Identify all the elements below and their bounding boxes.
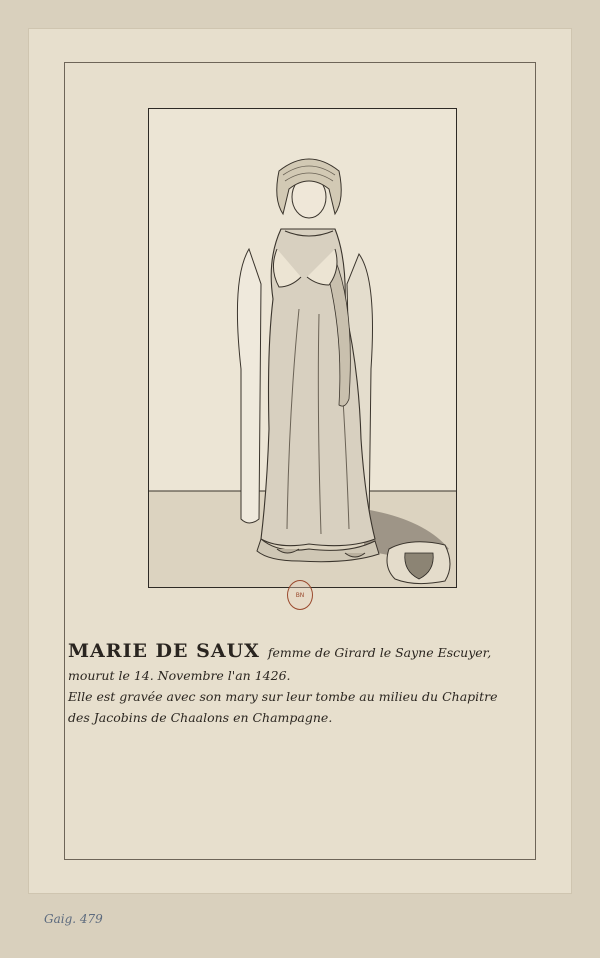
left-sleeve <box>237 249 261 523</box>
caption-line-3: Elle est gravée avec son mary sur leur tombe au milieu du Chapitre <box>68 689 498 704</box>
stamp-text: BN <box>295 591 305 599</box>
caption-line-2: mourut le 14. Novembre l'an 1426. <box>68 668 291 683</box>
effigy-drawing <box>149 109 457 588</box>
shelfmark-annotation: Gaig. 479 <box>44 912 103 926</box>
subject-name: MARIE DE SAUX <box>68 640 260 662</box>
illustration-plate <box>148 108 457 588</box>
caption-line-4: des Jacobins de Chaalons en Champagne. <box>68 710 333 725</box>
caption-line-1: femme de Girard le Sayne Escuyer, <box>267 645 492 660</box>
caption-block <box>68 640 538 725</box>
library-stamp <box>287 580 313 610</box>
caption-title-line <box>68 640 538 662</box>
